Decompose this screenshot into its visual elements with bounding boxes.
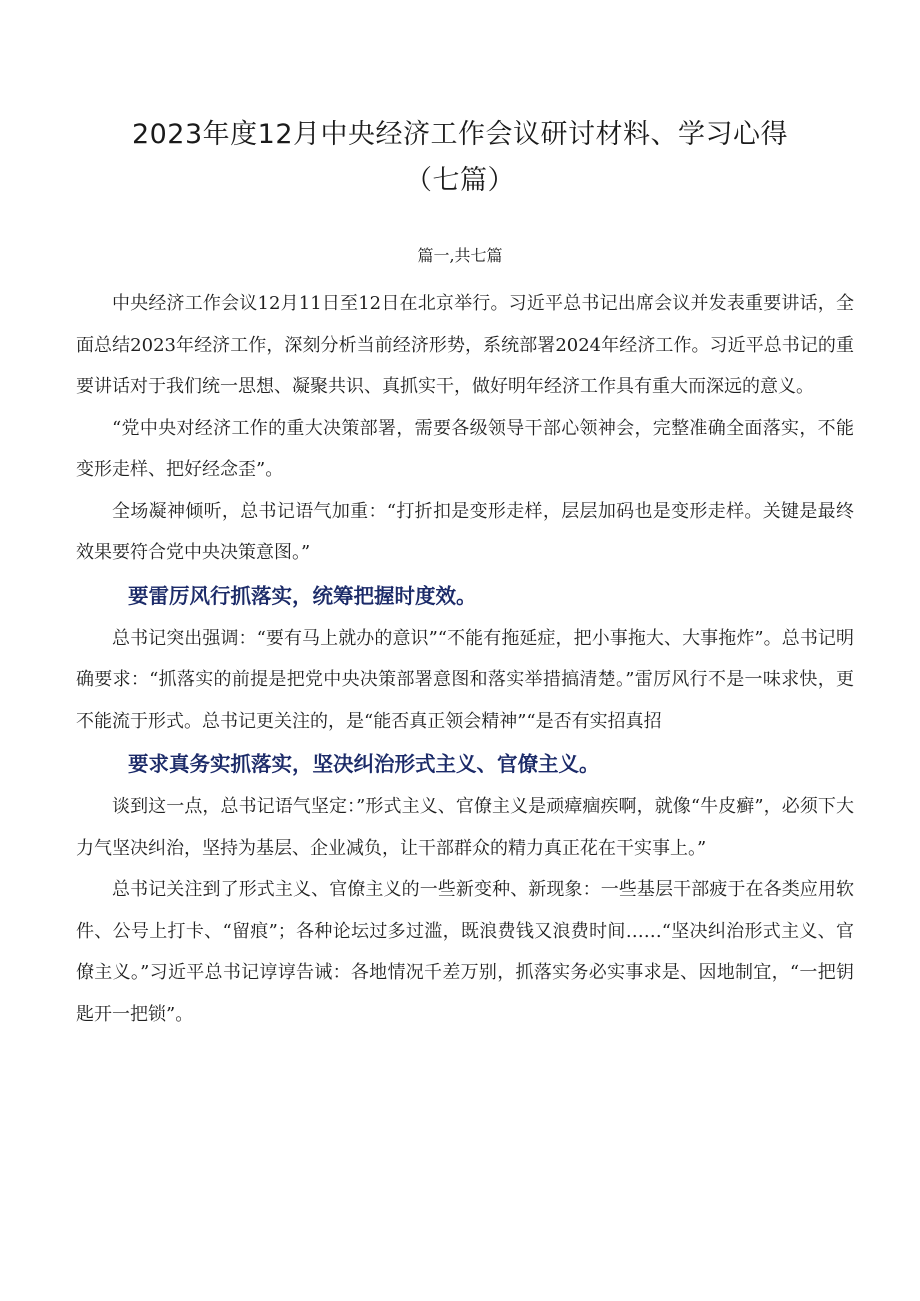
title-line-1: 2023年度12月中央经济工作会议研讨材料、学习心得 — [131, 119, 789, 150]
section-label: 篇一,共七篇 — [417, 246, 503, 265]
paragraph-3: 全场凝神倾听，总书记语气加重：“打折扣是变形走样，层层加码也是变形走样。关键是最终效果要符合党中央决策意图。” — [76, 500, 854, 563]
paragraph-4: 总书记突出强调：“要有马上就办的意识”“不能有拖延症，把小事拖大、大事拖炸”。总书记明确要求：“抓落实的前提是把党中央决策部署意图和落实举措搞清楚。”雷厉风行不是一味求快，更不能流于形式。总书记更关注的，是“能否真正领会精神”“是否有实招真招 — [76, 627, 854, 732]
paragraph-1: 中央经济工作会议12月11日至12日在北京举行。习近平总书记出席会议并发表重要讲话，全面总结2023年经济工作，深刻分析当前经济形势，系统部署2024年经济工作。习近平总书记的重要讲话对于我们统一思想、凝聚共识、真抓实干，做好明年经济工作具有重大而深远的意义。 — [76, 293, 854, 397]
paragraph-5: 谈到这一点，总书记语气坚定：”形式主义、官僚主义是顽瘴痼疾啊，就像“牛皮癣”，必须下大力气坚决纠治，坚持为基层、企业减负，让干部群众的精力真正花在干实事上。” — [76, 796, 854, 859]
section-heading-2: 要求真务实抓落实，坚决纠治形式主义、官僚主义。 — [128, 752, 600, 776]
paragraph-6: 总书记关注到了形式主义、官僚主义的一些新变种、新现象：一些基层干部疲于在各类应用软件、公号上打卡、“留痕”；各种论坛过多过滥，既浪费钱又浪费时间……“坚决纠治形式主义、官僚主义。”习近平总书记谆谆告诫：各地情况千差万别，抓落实务必实事求是、因地制宜，“一把钥匙开一把锁”。 — [76, 879, 854, 1025]
document-body — [76, 283, 854, 1035]
section-heading-1: 要雷厉风行抓落实，统筹把握时度效。 — [128, 583, 477, 608]
document-title — [60, 112, 860, 204]
paragraph-2: “党中央对经济工作的重大决策部署，需要各级领导干部心领神会，完整准确全面落实，不能变形走样、把好经念歪”。 — [76, 417, 854, 480]
title-line-2: （七篇） — [405, 165, 515, 196]
